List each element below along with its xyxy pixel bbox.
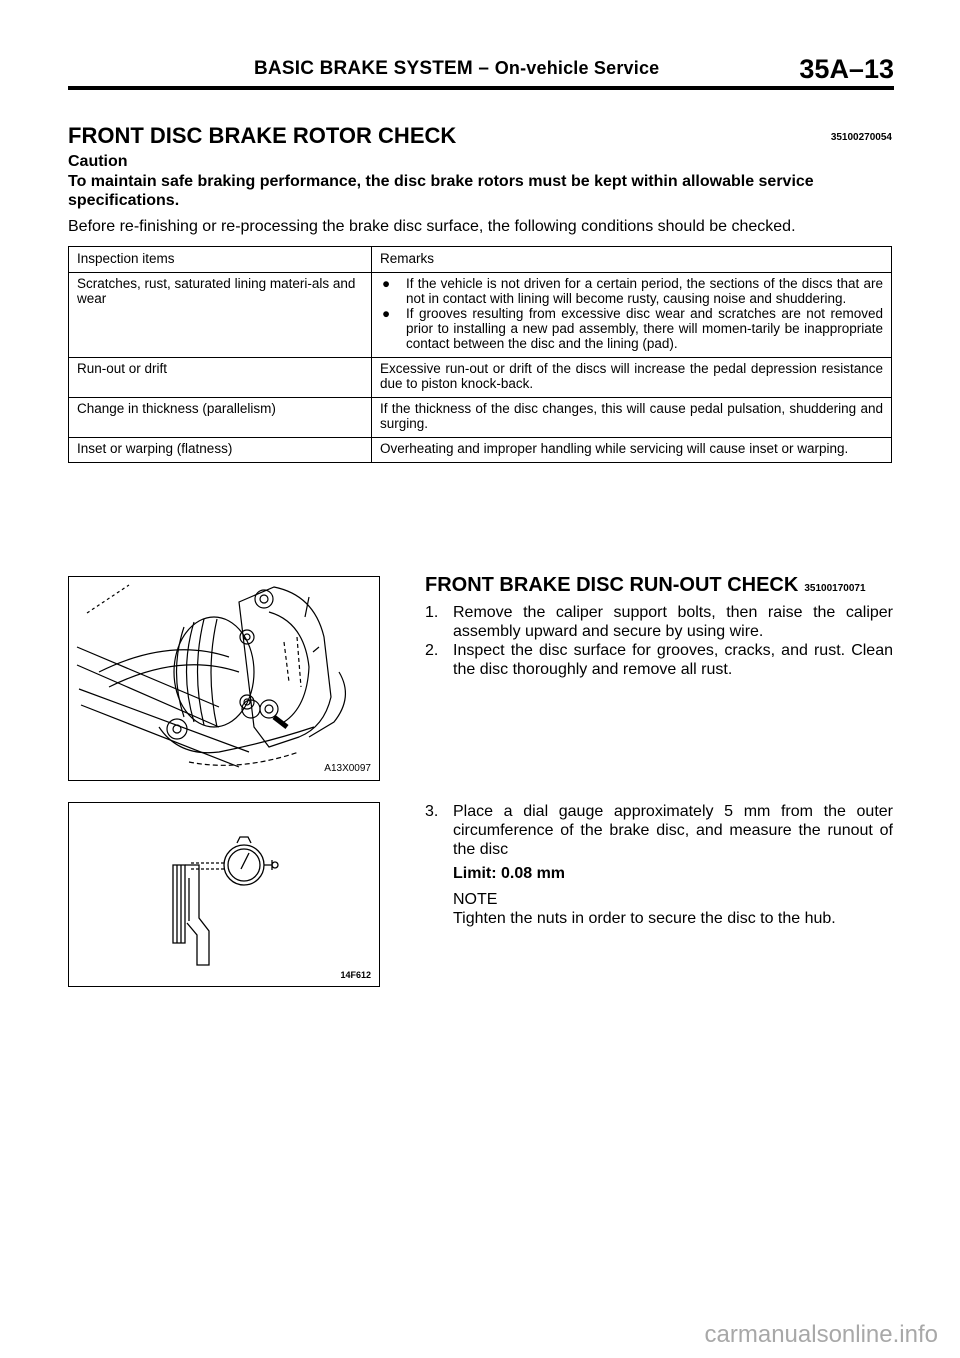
caution-label: Caution <box>68 153 128 170</box>
table-header-row <box>69 247 892 273</box>
table-row <box>69 398 892 438</box>
remark-bullet <box>380 306 883 351</box>
bullet-icon: ● <box>382 306 391 321</box>
step-number: 3. <box>425 803 439 820</box>
remark-text: If grooves resulting from excessive disc wear and scratches are not removed prior to installing a new pad assembly, there will momen-tarily be inappropriate contact between the disc and the lining (pad). <box>406 306 883 351</box>
figure-caliper <box>68 576 380 781</box>
runout-code: 35100170071 <box>804 583 866 594</box>
watermark-link[interactable]: carmanualsonline.info <box>704 1321 938 1348</box>
step-text: Place a dial gauge approximately 5 mm from the outer circumference of the brake disc, and measure the runout of the disc <box>453 803 893 858</box>
runout-title <box>425 574 866 597</box>
step-number: 2. <box>425 642 439 659</box>
page-number: 35A–13 <box>799 54 894 84</box>
table-cell-remarks: Excessive run-out or drift of the discs will increase the pedal depression resistance due to piston knock-back. <box>372 358 892 398</box>
header-title <box>254 58 659 80</box>
step-text: Remove the caliper support bolts, then raise the caliper assembly upward and secure by using wire. <box>453 604 893 640</box>
note-text: Tighten the nuts in order to secure the disc to the hub. <box>453 910 836 927</box>
section-title: FRONT DISC BRAKE ROTOR CHECK <box>68 123 457 148</box>
figure-code: A13X0097 <box>324 763 371 774</box>
inspection-table <box>68 246 892 463</box>
remark-text: If the vehicle is not driven for a certain period, the sections of the discs that are not in contact with lining will become rusty, causing noise and shuddering. <box>406 276 883 306</box>
table-cell-item: Scratches, rust, saturated lining materi-als and wear <box>69 273 372 358</box>
table-row <box>69 358 892 398</box>
page-header <box>68 52 894 90</box>
intro-text: Before re-finishing or re-processing the brake disc surface, the following conditions should be checked. <box>68 218 796 235</box>
runout-steps-continued <box>425 802 893 928</box>
table-cell-remarks: Overheating and improper handling while servicing will cause inset or warping. <box>372 438 892 463</box>
runout-title-text: FRONT BRAKE DISC RUN-OUT CHECK <box>425 574 799 596</box>
table-header-remarks: Remarks <box>372 247 892 273</box>
bullet-icon: ● <box>382 276 391 291</box>
table-header-items: Inspection items <box>69 247 372 273</box>
table-cell-item: Change in thickness (parallelism) <box>69 398 372 438</box>
section-code: 35100270054 <box>830 132 892 143</box>
limit-spec: Limit: 0.08 mm <box>453 865 566 882</box>
table-row <box>69 273 892 358</box>
dial-gauge-illustration <box>69 803 379 986</box>
table-row <box>69 438 892 463</box>
table-cell-item: Run-out or drift <box>69 358 372 398</box>
step-number: 1. <box>425 604 439 621</box>
step-text: Inspect the disc surface for grooves, cracks, and rust. Clean the disc thoroughly and remove all rust. <box>453 642 893 678</box>
figure-dial-gauge <box>68 802 380 987</box>
remark-bullet <box>380 276 883 306</box>
header-system: BASIC BRAKE SYSTEM – <box>254 58 490 79</box>
brake-caliper-illustration <box>69 577 379 780</box>
table-cell-item: Inset or warping (flatness) <box>69 438 372 463</box>
list-item <box>425 641 893 679</box>
figure-code: 14F612 <box>340 970 371 980</box>
header-subtitle: On-vehicle Service <box>494 58 660 78</box>
list-item <box>425 802 893 859</box>
table-cell-remarks <box>372 273 892 358</box>
runout-steps <box>425 603 893 679</box>
caution-text: To maintain safe braking performance, the disc brake rotors must be kept within allowable service specifications. <box>68 173 814 209</box>
table-cell-remarks: If the thickness of the disc changes, this will cause pedal pulsation, shuddering and surging. <box>372 398 892 438</box>
note-label: NOTE <box>453 891 498 908</box>
list-item <box>425 603 893 641</box>
